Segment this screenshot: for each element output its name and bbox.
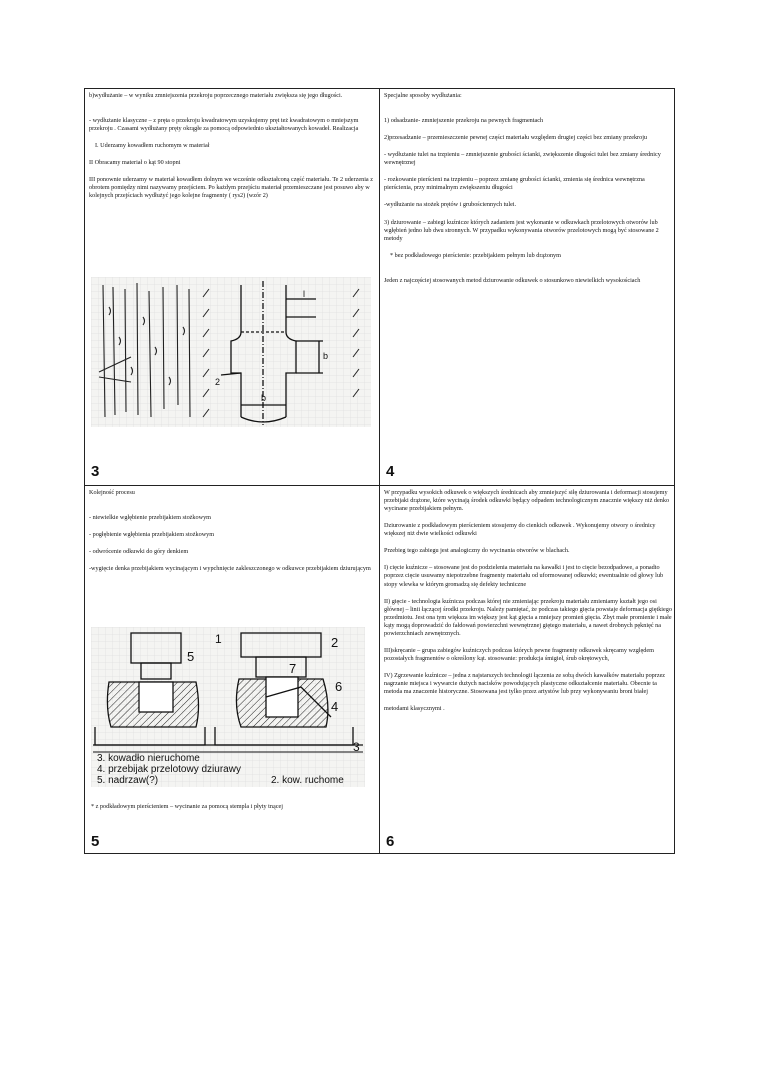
svg-text:b: b (323, 351, 329, 361)
text-ring-piercing: Dziurowanie z podkładowym pierścieniem stosujemy do cienkich odkuwek . Wykonujemy otwory o średnicy większej niż dwie wielkości odkuwki (384, 522, 656, 538)
fig5-legend-2: 2. kow. ruchome (271, 775, 344, 786)
handwritten-sketch-piercing (91, 627, 365, 787)
text-classic-methods: metodami klasycznymi . (384, 705, 445, 713)
text-step-flip: - odwrócenie odkuwki do góry denkiem (89, 548, 189, 556)
cell-5 (85, 486, 379, 855)
text-step-small-recess: - niewielkie wgłębienie przebijakiem stożkowym (89, 514, 211, 522)
text-high-forgings: W przypadku wysokich odkuwek o większych średnicach aby zmniejszyć siłę dziurowania i deformacji stosujemy przebijaki drążone, które wycinają środek odkuwki będący odpadem technologicznym znacznie większy niż denko wycinane przebijakiem pełnym. (384, 489, 670, 513)
text-step-3: III ponownie uderzamy w materiał kowadłem dolnym we wcześnie odkształconą część materiału. Te 2 uderzenia z obrotem pomiędzy nimi nazywamy przejściem. Po każdym przejściu materiał przemieszczane jest posuwo aby w kolejnych przejściach wydłużyć jego kolejne fragmenty ( rys2) (wzór 2) (89, 176, 373, 200)
text-elongation-intro: b)wydłużanie – w wyniku zmniejszenia przekroju poprzecznego materiału zwiększa się jego długości. (89, 92, 343, 99)
text-with-ring: * z podkładowym pierścieniem – wycinanie za pomocą stempla i płyty tnącej (91, 803, 283, 810)
text-bez-pierscienia: * bez podkładowego pierścienie: przebijakiem pełnym lub drążonym (390, 251, 561, 259)
page-number-3: 3 (91, 462, 100, 480)
svg-text:b: b (261, 393, 267, 403)
svg-text:l: l (303, 289, 305, 299)
text-special-methods: Specjalne sposoby wydłużania: (384, 92, 462, 99)
page-number-6: 6 (386, 832, 395, 850)
fig5-legend-3: 3. kowadło nieruchome (97, 753, 200, 764)
cell-6 (380, 486, 676, 855)
text-step-1: I. Uderzamy kowadłem ruchomym w materiał (95, 142, 210, 150)
fig5-label-1: 1 (215, 632, 222, 646)
fig5-legend-4: 4. przebijak przelotowy dziurawy (97, 764, 241, 775)
text-step-punch-bottom: -wygięcie denka przebijakiem wycinającym i wypchnięcie zakleszczonego w odkuwce przebijakiem dziurującym (89, 565, 371, 573)
text-rozkowanie: - rozkowanie pierścieni na trzpieniu – poprzez zmianę grubości ścianki, zmienia się średnica wewnętrzna pierścienia, przy minimalnym zwiększeniu długości (384, 176, 645, 192)
text-classic-elongation: - wydłużanie klasyczne – z pręta o przekroju kwadratowym uzyskujemy pręt też kwadratowym o mniejszym przekroju . Czasami wydłużany pręty okrągłe za pomocą odpowiednio ukształtowanych kowadeł. Realizacja (89, 117, 359, 133)
text-twisting: III)skręcanie – grupa zabiegów kuźniczych podczas których pewne fragmenty odkuwek skręcamy względem pozostałych fragmentów o określony kąt. stosowanie: produkcja śmigieł, śrub okrętowych, (384, 646, 654, 662)
text-analogous: Przebieg tego zabiegu jest analogiczny do wycinania otworów w blachach. (384, 547, 570, 555)
text-przesadzanie: 2)przesadzanie – przemieszczenie pewnej części materiału względem drugiej części bez zmiany przekroju (384, 134, 648, 142)
fig5-label-2: 2 (331, 635, 339, 650)
cell-3 (85, 89, 379, 485)
text-jeden-z-najczesciej: Jeden z najczęściej stosowanych metod dziurowanie odkuwek o stosunkowo niewielkich wysokościach (384, 276, 641, 284)
text-odsadzanie: 1) odsadzanie- zmniejszenie przekroju na pewnych fragmentach (384, 117, 544, 125)
fig5-label-4: 4 (331, 699, 339, 714)
text-welding: IV) Zgrzewanie kuźnicze – jedna z najstarszych technologii łączenia ze sobą dwóch kawałków materiału poprzez nagrzanie miejsca i wywarcie dużych nacisków powodujących plastyczne odkształcenie materiału. Obecnie ta metoda ma znaczenie historyczne. Stosowana jest tylko przez artystów lub przy wykonywaniu broni białej (384, 672, 666, 696)
fig5-label-7: 7 (289, 661, 297, 676)
cell-4 (380, 89, 676, 485)
text-process-order: Kolejność procesu (89, 489, 135, 496)
fig5-legend-5: 5. nadrzaw(?) (97, 775, 159, 786)
text-stozek: -wydłużanie na stożek prętów i grubościennych tulei. (384, 201, 517, 209)
text-cutting: I) cięcie kuźnicze – stosowane jest do podzielenia materiału na kawałki i jest to cięcie bezodpadowe, a ponadto poprzez cięcie usuwamy niepotrzebne fragmenty materiału od uformowanej odkuwki; ewentualnie od głowy lub stopy wlewka w którym gromadzą się defekty techniczne (384, 564, 664, 588)
fig5-label-5: 5 (187, 649, 195, 664)
svg-text:2: 2 (215, 377, 221, 387)
fig5-label-6: 6 (335, 679, 343, 694)
text-step-deepen: - pogłębienie wgłębienia przebijakiem stożkowym (89, 531, 215, 539)
fig5-label-3: 3 (353, 740, 360, 754)
notes-sheet (84, 88, 675, 854)
text-step-2: II Obracamy materiał o kąt 90 stopni (89, 159, 181, 167)
handwritten-sketch-elongation (91, 277, 371, 427)
text-dziurowanie: 3) dziurowanie – zabiegi kuźnicze których zadaniem jest wykonanie w odkuwkach przelotowych otworów lub wgłębień jedno lub dwu stronnych. W przypadku wykonywania otworów przelotowych mogą być stosowane 2 metody (384, 218, 659, 242)
page-number-4: 4 (386, 462, 395, 480)
text-tulei: - wydłużanie tulei na trzpieniu – zmniejszenie grubości ścianki, zwiększenie długości tulei bez zmiany średnicy wewnętrznej (384, 151, 661, 167)
text-bending: II) gięcie - technologia kuźnicza podczas której nie zmieniając przekroju materiału zmieniamy kształt jego osi głównej – linii łączącej środki przekroju. Należy pamiętać, że podczas takiego gięcia powstaje deformacja giętkiego przedmiotu. Jest ona tym większa im większy jest kąt gięcia a mniejszy promień gięcia. Zbyt małe promienie i małe kąty mogą doprowadzić do fałdowań powierzchni wewnętrznej giętego materiału, a nawet drobnych pęknięć na powierzchniach zewnętrznych. (384, 597, 672, 637)
page-number-5: 5 (91, 832, 100, 850)
